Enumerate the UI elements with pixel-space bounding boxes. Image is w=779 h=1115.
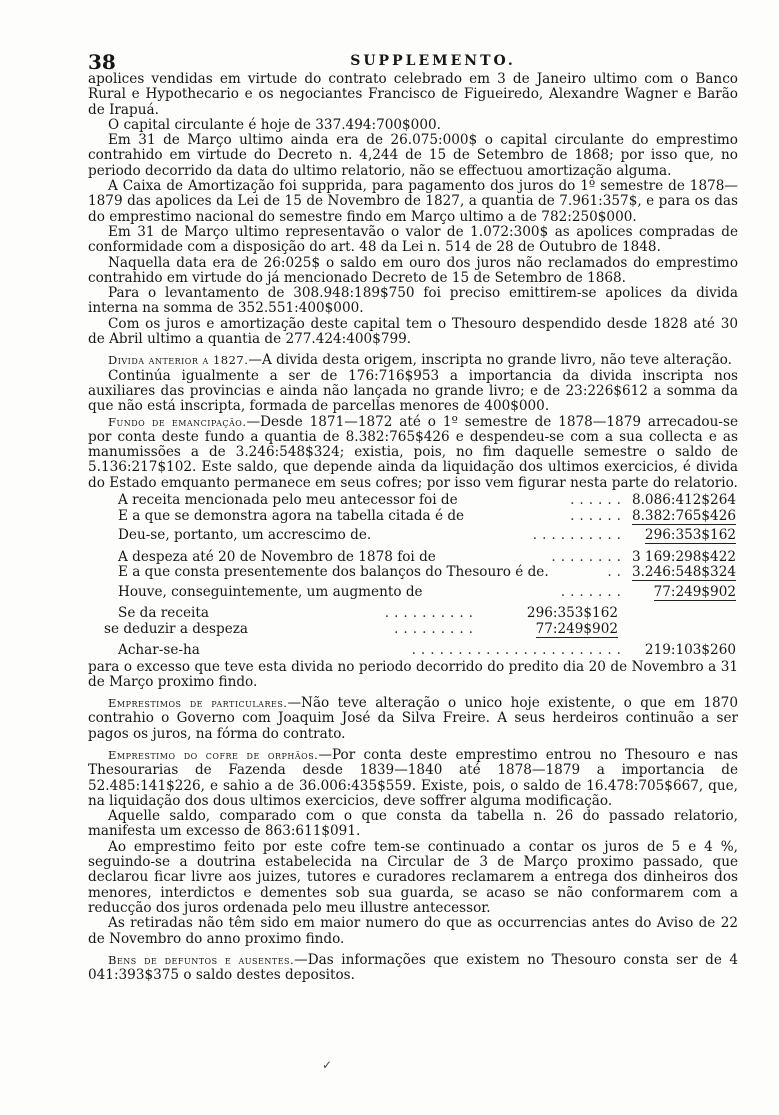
paragraph: para o excesso que teve esta divida no periodo decorrido do predito dia 20 de Novembro a 31 de Março proximo findo. <box>88 658 738 690</box>
ledger-label: Se da receita <box>118 605 209 622</box>
section-fundo-emancipacao <box>88 415 738 491</box>
section-bens-defuntos <box>88 953 738 984</box>
ledger-amount: 296:353$162 <box>526 605 618 622</box>
ledger-label: E a que se demonstra agora na tabella citada é de <box>118 507 465 524</box>
section-text: —Das informações que existem no Thesouro consta ser de 4 041:393$375 o saldo destes depositos. <box>88 951 738 984</box>
section-heading: Divida anterior a 1827. <box>108 353 249 368</box>
paragraph: Em 31 de Março ultimo ainda era de 26.075:000$ o capital circulante do emprestimo contrahido em virtude do Decreto n. 4,244 de 15 de Setembro de 1868; por isso que, no periodo decorrido da data do ultimo relatorio, não se effectuou amortização alguma. <box>88 132 738 179</box>
ledger-label: Deu-se, portanto, um accrescimo de. <box>118 527 372 544</box>
ledger-row <box>88 606 738 622</box>
section-text: —A divida desta origem, inscripta no grande livro, não teve alteração. <box>248 352 732 369</box>
paragraph: Em 31 de Março ultimo representavão o valor de 1.072:300$ as apolices compradas de conformidade com a disposição do art. 48 da Lei n. 514 de 28 de Outubro de 1848. <box>88 223 738 256</box>
leader-dots: ........ <box>551 548 626 565</box>
print-mark: ✓ <box>322 1058 333 1072</box>
paragraph: Naquella data era de 26:025$ o saldo em ouro dos juros não reclamados do emprestimo contrahido em virtude do já mencionado Decreto de 15 de Setembro de 1868. <box>88 254 738 286</box>
leader-dots: ...... <box>570 492 626 509</box>
body-text <box>88 72 738 983</box>
ledger-amount: 3 169:298$422 <box>631 548 736 565</box>
paragraph: A Caixa de Amortização foi supprida, para pagamento dos juros do 1º semestre de 1878—1879 das apolices da Lei de 15 de Novembro de 1827, a quantia de 7.961:357$, e para os das do emprestimo nacional do semestre findo em Março ultimo a de 782:250$000. <box>88 178 738 225</box>
section-text: —Não teve alteração o unico hoje existente, o que em 1870 contrahio o Governo com Joaquim José da Silva Freire. A seus herdeiros continuão a ser pagos os juros, na fórma do contrato. <box>88 695 738 742</box>
ledger-amount: 296:353$162 <box>644 527 736 544</box>
ledger-label: A despeza até 20 de Novembro de 1878 foi de <box>118 548 436 565</box>
ledger-amount: 3.246:548$324 <box>631 564 736 581</box>
ledger-amount: 219:103$260 <box>644 642 736 659</box>
ledger-row <box>88 622 738 638</box>
ledger-label: Achar-se-ha <box>118 642 200 659</box>
paragraph: apolices vendidas em virtude do contrato celebrado em 3 de Janeiro ultimo com o Banco Rural e Hypothecario e os negociantes Francisco de Figueiredo, Alexandre Wagner e Barão de Irapuá. <box>88 71 738 118</box>
ledger-label: A receita mencionada pelo meu antecessor foi de <box>118 492 458 509</box>
section-emprestimos-particulares <box>88 696 738 742</box>
ledger-table <box>88 493 738 659</box>
section-heading: Emprestimos de particulares. <box>108 696 288 711</box>
leader-dots: ....................... <box>411 642 626 659</box>
section-text: —Por conta deste emprestimo entrou no Thesouro e nas Thesourarias de Fazenda desde 1839—1840 até 1878—1879 a importancia de 52.485:141$226, e sahio a de 36.006:435$559. Existe, pois, o saldo de 16.478:705$667, que, na liquidação dos dous ultimos exercicios, deve soffrer alguma modificação. <box>88 747 738 809</box>
ledger-amount: 8.382:765$426 <box>631 507 736 524</box>
paragraph: Para o levantamento de 308.948:189$750 foi preciso emittirem-se apolices da divida interna na somma de 352.551:400$000. <box>88 285 738 317</box>
ledger-row <box>88 643 738 659</box>
ledger-label: se deduzir a despeza <box>104 620 249 637</box>
ledger-amount: 77:249$902 <box>653 583 736 600</box>
paragraph: O capital circulante é hoje de 337.494:700$000. <box>108 116 441 133</box>
ledger-amount: 77:249$902 <box>535 620 618 637</box>
section-heading: Fundo de emancipação. <box>108 414 247 429</box>
ledger-row <box>88 528 738 544</box>
leader-dots: .. <box>607 564 626 581</box>
ledger-row <box>88 585 738 601</box>
leader-dots: ....... <box>560 583 626 600</box>
paragraph: Ao emprestimo feito por este cofre tem-se continuado a contar os juros de 5 e 4 %, seguindo-se a doutrina estabelecida na Circular de 3 de Março proximo passado, que declarou ficar livre aos juizes, tutores e curadores reclamarem a entrega dos dinheiros dos menores, interdictos e dementes sob sua guarda, se acaso se não conformarem com a reducção dos juros ordenada pelo meu illustre antecessor. <box>88 838 738 916</box>
ledger-row <box>88 493 738 509</box>
ledger-label: Houve, conseguintemente, um augmento de <box>118 583 423 600</box>
ledger-amount: 8.086:412$264 <box>631 492 736 509</box>
section-heading: Bens de defuntos e ausentes. <box>108 952 295 967</box>
page-number: 38 <box>88 50 116 74</box>
ledger-row <box>88 565 738 581</box>
leader-dots: ...... <box>570 507 626 524</box>
paragraph: Com os juros e amortização deste capital tem o Thesouro despendido desde 1828 até 30 de Abril ultimo a quantia de 277.424:400$799. <box>88 315 738 348</box>
running-title: SUPPLEMENTO. <box>350 53 516 69</box>
section-divida-anterior <box>88 353 738 368</box>
ledger-row <box>88 550 738 566</box>
leader-dots: .......... <box>532 527 626 544</box>
ledger-row <box>88 509 738 525</box>
paragraph: Aquelle saldo, comparado com o que consta da tabella n. 26 do passado relatorio, manifesta um excesso de 863:611$091. <box>88 808 738 840</box>
leader-dots: ......... <box>394 620 478 637</box>
paragraph: Continúa igualmente a ser de 176:716$953 a importancia da divida inscripta nos auxiliares das provincias e ainda não lançada no grande livro; e de 23:226$612 a somma da que não está inscripta, formada de parcellas menores de 400$000. <box>88 367 738 415</box>
section-heading: Emprestimo do cofre de orphãos. <box>108 748 319 762</box>
paragraph: As retiradas não têm sido em maior numero do que as occurrencias antes do Aviso de 22 de Novembro do anno proximo findo. <box>88 915 738 947</box>
leader-dots: .......... <box>384 605 478 622</box>
section-cofre-orphaos <box>88 748 738 809</box>
ledger-label: E a que consta presentemente dos balanços do Thesouro é de. <box>118 564 549 581</box>
section-text: —Desde 1871—1872 até o 1º semestre de 1878—1879 arrecadou-se por conta deste fundo a quantia de 8.382:765$426 e despendeu-se com a sua collecta e as manumissões a de 3.246:548$324; existia, pois, no fim daquelle semestre o saldo de 5.136:217$102. Este saldo, que depende ainda da liquidação dos ultimos exercicios, é divida do Estado emquanto permanece em seus cofres; por isso vem figurar nesta parte do relatorio. <box>88 413 738 491</box>
